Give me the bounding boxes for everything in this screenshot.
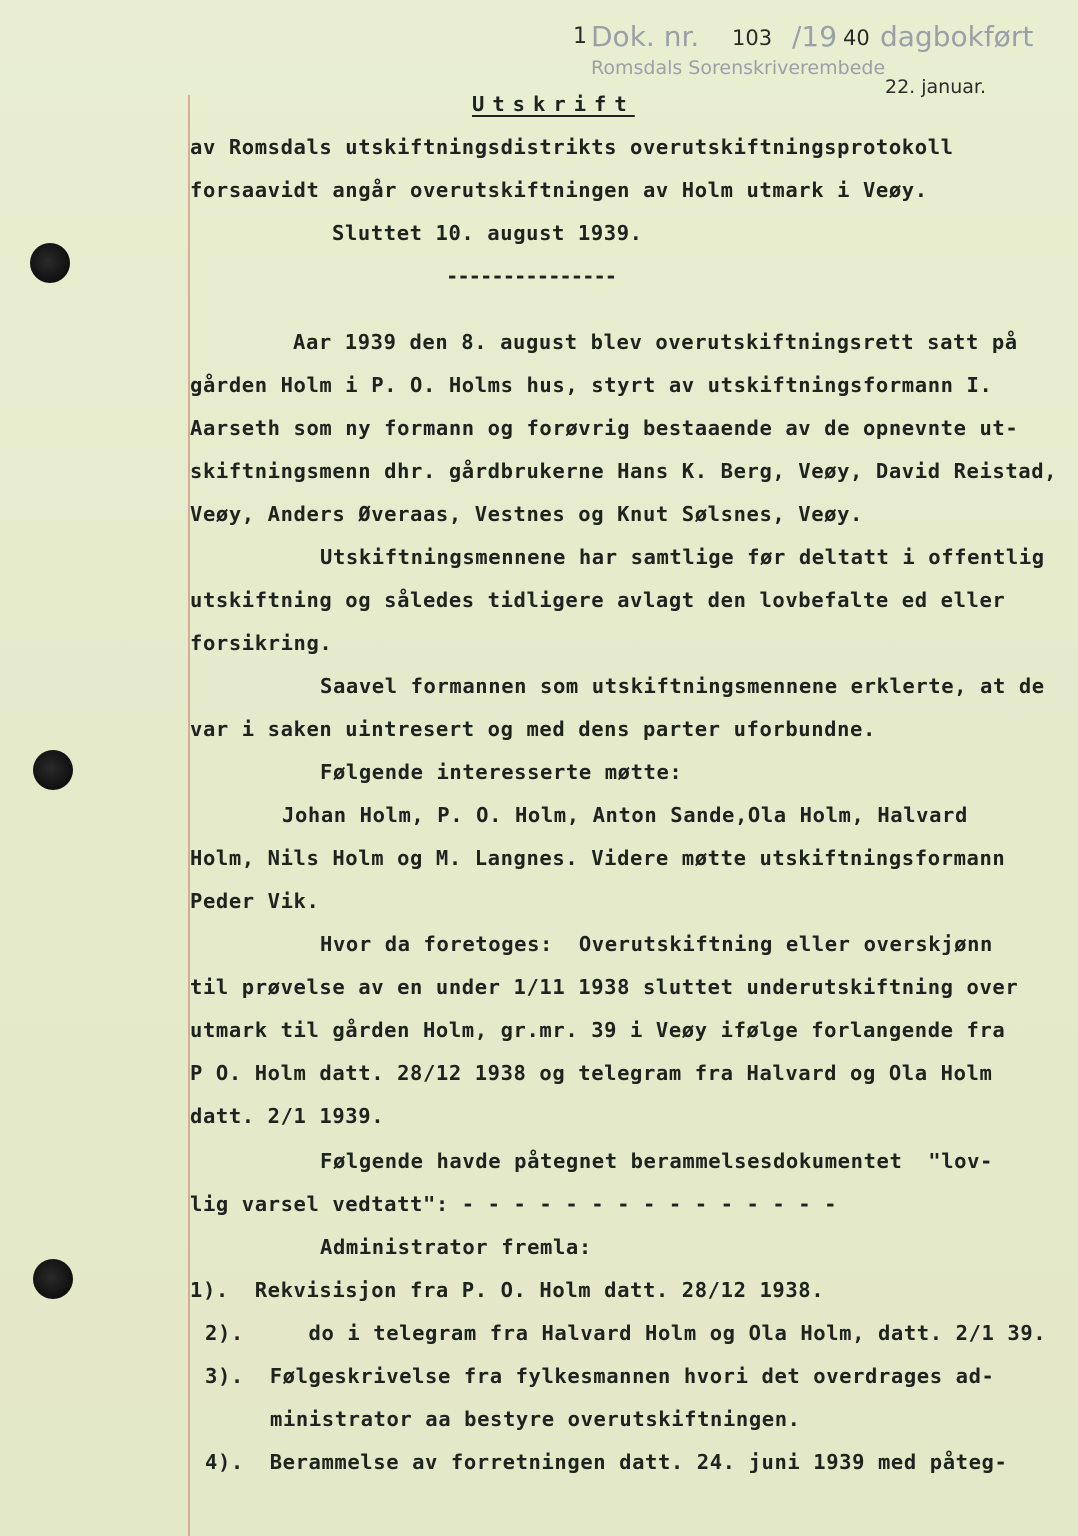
- separator-line: ---------------: [446, 264, 617, 288]
- stamp-date: 22. januar.: [885, 76, 987, 98]
- text-line: Følgende havde påtegnet berammelsesdokumentet "lov-: [320, 1149, 993, 1173]
- text-line: Sluttet 10. august 1939.: [332, 221, 643, 245]
- text-line: var i saken uintresert og med dens parter uforbundne.: [190, 717, 876, 741]
- stamp-number: 103: [732, 26, 773, 50]
- text-line: ministrator aa bestyre overutskiftningen.: [270, 1407, 801, 1431]
- text-line: utmark til gården Holm, gr.mr. 39 i Veøy ifølge forlangende fra: [190, 1018, 1006, 1042]
- stamp-year-suffix: 40: [843, 26, 870, 50]
- text-line: Utskiftningsmennene har samtlige før deltatt i offentlig: [320, 545, 1045, 569]
- list-item-1: 1). Rekvisisjon fra P. O. Holm datt. 28/12 1938.: [190, 1278, 825, 1302]
- text-line: Hvor da foretoges: Overutskiftning eller overskjønn: [320, 932, 993, 956]
- margin-rule: [188, 95, 190, 1536]
- text-line: til prøvelse av en under 1/11 1938 sluttet underutskiftning over: [190, 975, 1019, 999]
- text-line: datt. 2/1 1939.: [190, 1104, 385, 1128]
- text-line: Administrator fremla:: [320, 1235, 592, 1259]
- text-line: Saavel formannen som utskiftningsmennene erklerte, at de: [320, 674, 1045, 698]
- text-line: gården Holm i P. O. Holms hus, styrt av utskiftningsformann I.: [190, 373, 993, 397]
- text-line: Aarseth som ny formann og forøvrig bestaaende av de opnevnte ut-: [190, 416, 1019, 440]
- text-line: forsikring.: [190, 631, 333, 655]
- text-line: forsaavidt angår overutskiftningen av Holm utmark i Veøy.: [190, 178, 928, 202]
- list-item-4: 4). Berammelse av forretningen datt. 24. juni 1939 med påteg-: [205, 1450, 1008, 1474]
- punch-hole-top: [30, 243, 70, 283]
- text-line: Aar 1939 den 8. august blev overutskiftningsrett satt på: [293, 330, 1018, 354]
- text-line: utskiftning og således tidligere avlagt den lovbefalte ed eller: [190, 588, 1006, 612]
- stamp-number-prefix: 1: [573, 24, 587, 49]
- text-line: Johan Holm, P. O. Holm, Anton Sande,Ola Holm, Halvard: [282, 803, 968, 827]
- stamp-year-prefix: /19: [792, 20, 838, 53]
- text-line: lig varsel vedtatt": - - - - - - - - - - - - - - -: [190, 1192, 838, 1216]
- stamp-dagbokfort: dagbokført: [880, 20, 1034, 53]
- text-line: Holm, Nils Holm og M. Langnes. Videre møtte utskiftningsformann: [190, 846, 1006, 870]
- text-line: P O. Holm datt. 28/12 1938 og telegram fra Halvard og Ola Holm: [190, 1061, 993, 1085]
- text-line: Veøy, Anders Øveraas, Vestnes og Knut Sølsnes, Veøy.: [190, 502, 863, 526]
- text-line: av Romsdals utskiftningsdistrikts overutskiftningsprotokoll: [190, 135, 954, 159]
- text-line: Peder Vik.: [190, 889, 320, 913]
- document-title: Utskrift: [472, 92, 635, 116]
- punch-hole-bottom: [33, 1259, 73, 1299]
- list-item-2: 2). do i telegram fra Halvard Holm og Ola Holm, datt. 2/1 39.: [205, 1321, 1047, 1345]
- text-line: Følgende interesserte møtte:: [320, 760, 683, 784]
- text-line: skiftningsmenn dhr. gårdbrukerne Hans K. Berg, Veøy, David Reistad,: [190, 459, 1058, 483]
- punch-hole-middle: [33, 750, 73, 790]
- stamp-court: Romsdals Sorenskriverembede: [591, 57, 886, 79]
- stamp-dok-nr-label: Dok. nr.: [591, 20, 700, 53]
- list-item-3: 3). Følgeskrivelse fra fylkesmannen hvori det overdrages ad-: [205, 1364, 995, 1388]
